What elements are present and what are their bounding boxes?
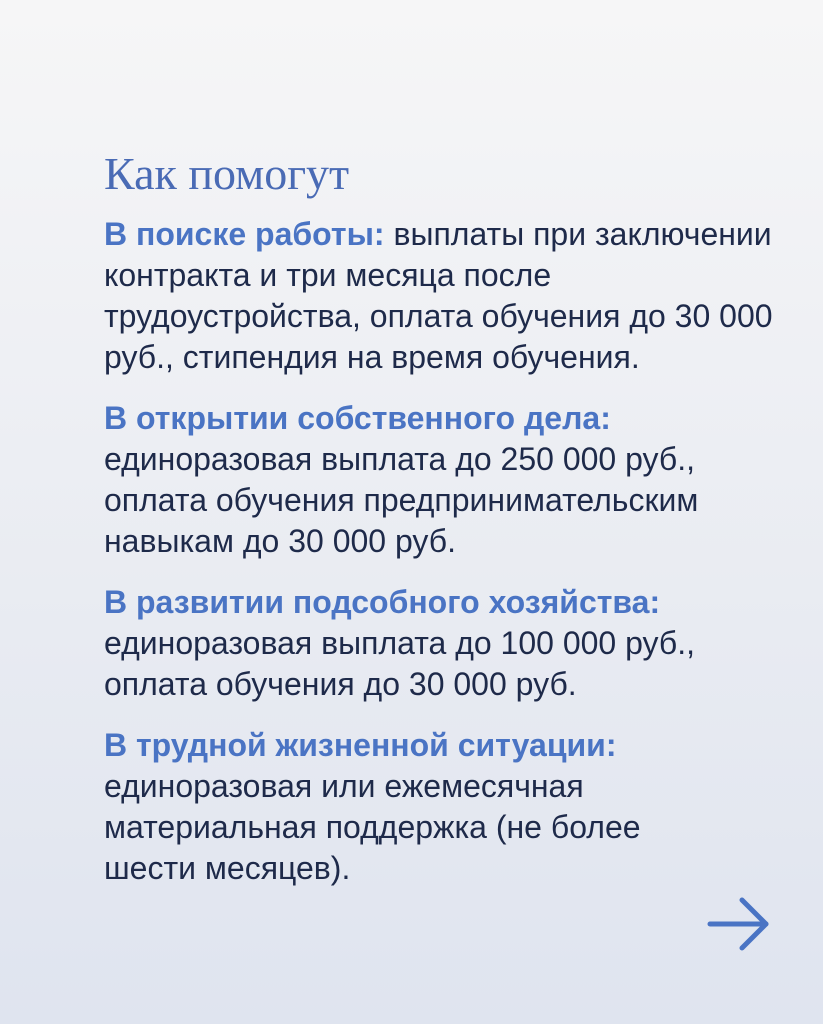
section-text: единоразовая выплата до 250 000 руб., оплата обучения предпринимательским навыкам до 30 000 руб.: [104, 441, 699, 559]
section-text: выплаты при заключении контракта и три месяца после трудоустройства, оплата обучения до 30 000 руб., стипендия на время обучения.: [104, 216, 773, 375]
page-title: Как помогут: [104, 148, 350, 199]
arrow-right-icon: [706, 894, 772, 954]
section-difficult-situation: [104, 725, 704, 889]
section-text: единоразовая или ежемесячная материальная поддержка (не более шести месяцев).: [104, 768, 641, 886]
arrow-right-icon[interactable]: [706, 894, 772, 954]
section-text: единоразовая выплата до 100 000 руб., оплата обучения до 30 000 руб.: [104, 625, 696, 702]
section-lead: В открытии собственного дела:: [104, 400, 611, 436]
section-own-business: [104, 398, 794, 562]
section-job-search: [104, 214, 794, 378]
section-lead: В развитии подсобного хозяйства:: [104, 584, 661, 620]
section-subsidiary-farming: [104, 582, 794, 705]
section-lead: В поиске работы:: [104, 216, 385, 252]
content-card: [104, 146, 794, 909]
section-lead: В трудной жизненной ситуации:: [104, 727, 617, 763]
